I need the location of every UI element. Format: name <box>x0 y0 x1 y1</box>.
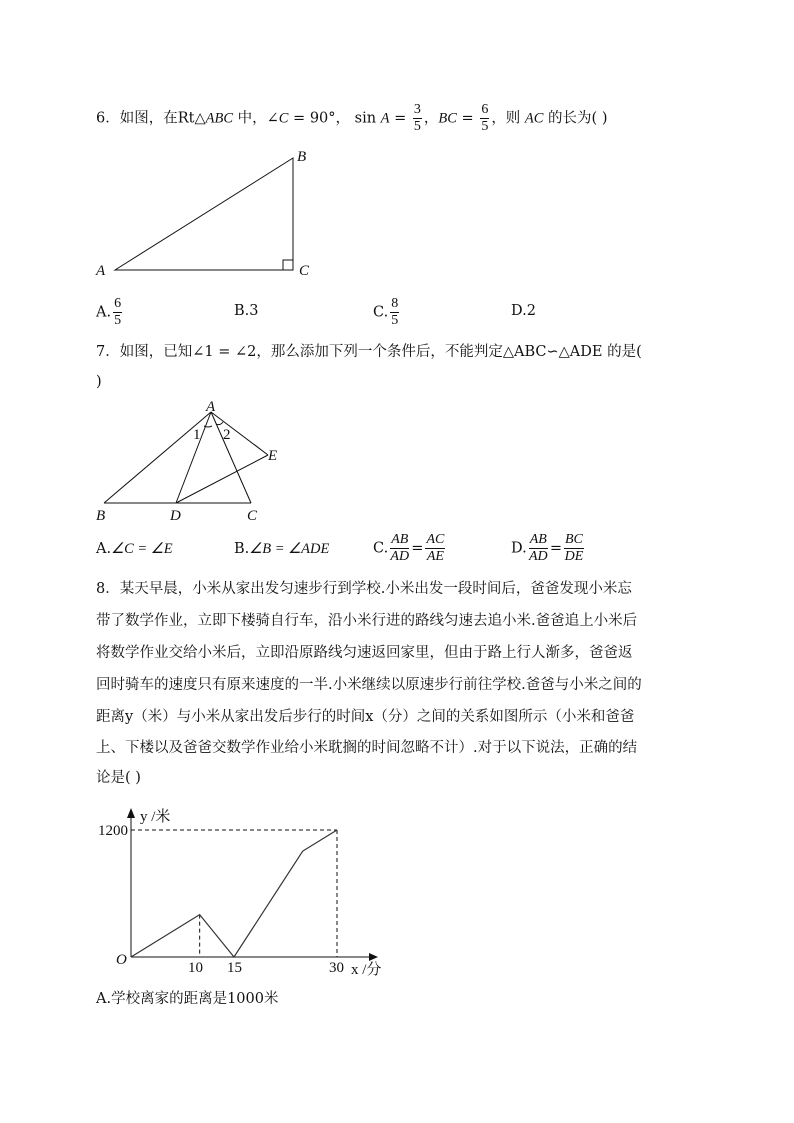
q6-option-b[interactable]: B.3 <box>234 303 259 319</box>
denominator: 5 <box>391 313 399 328</box>
t: 中，∠ <box>233 110 279 127</box>
q7-option-d[interactable]: D. $\frac{AB}{AD}$ = $\frac{BC}{DE}$ <box>511 532 584 564</box>
y-axis-arrow-icon <box>127 808 135 818</box>
t: 6．如图，在Rt△ <box>96 110 206 127</box>
q7-stem-line2: ) <box>96 374 102 390</box>
q8-line: 上、下楼以及爸爸交数学作业给小米耽搁的时间忽略不计）.对于以下说法，正确的结 <box>96 740 638 756</box>
numerator: 6 <box>114 296 122 311</box>
t: A <box>380 110 390 127</box>
q7-triangle-figure <box>104 412 268 503</box>
q7-option-b[interactable] <box>234 541 329 558</box>
distance-line <box>131 830 337 957</box>
denominator: AD <box>390 549 410 564</box>
q8-line: 带了数学作业，立即下楼骑自行车，沿小米行进的路线匀速去追小米.爸爸追上小米后 <box>96 613 638 629</box>
line-de <box>176 455 268 503</box>
numerator: 8 <box>391 296 399 311</box>
t: BC <box>438 110 457 127</box>
q8-line: 论是( ) <box>96 770 141 786</box>
fraction <box>529 532 548 565</box>
angle1-arc <box>204 426 212 427</box>
y-tick-1200: 1200 <box>98 823 128 839</box>
t: AC <box>524 110 544 127</box>
t: 的长为( ) <box>543 110 608 127</box>
triangle-abc <box>115 158 293 270</box>
label-a: A <box>206 399 216 415</box>
numerator: AC <box>426 532 445 547</box>
q7-option-c[interactable]: C. $\frac{AB}{AD}$ = $\frac{AC}{AE}$ <box>373 532 445 564</box>
label-b: B <box>96 508 106 524</box>
x-tick-30: 30 <box>329 960 344 976</box>
y-axis-label: y /米 <box>140 809 171 825</box>
fraction <box>113 296 122 329</box>
t: ABC <box>205 110 234 127</box>
label-e: E <box>268 448 278 464</box>
fraction <box>390 532 409 565</box>
label-1: 1 <box>193 427 201 443</box>
denominator: 5 <box>114 313 122 328</box>
q8-line: 距离y（米）与小米从家出发后步行的时间x（分）之间的关系如图所示（小米和爸爸 <box>96 709 635 725</box>
t: ∠B = ∠ADE <box>249 541 330 557</box>
x-axis-arrow-icon <box>369 953 378 961</box>
x-axis-label: x /分 <box>351 962 382 978</box>
angle2-arc <box>216 422 223 425</box>
t: A. <box>96 541 112 557</box>
label-2: 2 <box>223 427 231 443</box>
numerator: 6 <box>481 102 489 117</box>
label-a: A <box>96 263 106 279</box>
x-tick-10: 10 <box>188 960 203 976</box>
q8-line: 回时骑车的速度只有原来速度的一半.小米继续以原速步行前往学校.爸爸与小米之间的 <box>96 677 642 693</box>
t: C <box>278 110 289 127</box>
q8-line: 8．某天早晨，小米从家出发匀速步行到学校.小米出发一段时间后，爸爸发现小米忘 <box>96 581 632 597</box>
t: = <box>456 110 479 127</box>
t: = <box>389 110 411 127</box>
q6-option-a[interactable] <box>96 296 124 329</box>
t: ，则 <box>491 110 525 127</box>
denominator: DE <box>564 549 584 564</box>
denominator: 5 <box>481 119 489 134</box>
q6-option-c[interactable] <box>373 296 401 329</box>
fraction <box>390 296 399 329</box>
q8-option-a[interactable]: A.学校离家的距离是1000米 <box>96 991 279 1007</box>
t: D. <box>511 540 527 557</box>
q6-option-d[interactable]: D.2 <box>511 303 536 319</box>
t: C. <box>373 304 389 321</box>
numerator: BC <box>564 532 583 547</box>
numerator: AB <box>391 532 409 547</box>
x-tick-15: 15 <box>227 960 242 976</box>
origin-label: O <box>116 952 127 968</box>
q8-graph <box>98 808 381 978</box>
t: = 90°， sin <box>288 110 381 127</box>
denominator: AE <box>426 549 444 564</box>
numerator: AB <box>529 532 547 547</box>
label-c: C <box>247 508 258 524</box>
label-b: B <box>297 149 307 165</box>
line-ad <box>176 412 211 503</box>
numerator: 3 <box>413 102 421 117</box>
denominator: AD <box>528 549 548 564</box>
q7-option-a[interactable] <box>96 541 173 558</box>
label-c: C <box>299 263 310 279</box>
fraction <box>564 532 584 565</box>
line-ab <box>104 412 211 503</box>
line-ae <box>211 412 268 455</box>
label-d: D <box>170 508 181 524</box>
denominator: 5 <box>413 119 421 134</box>
t: C. <box>373 540 389 557</box>
t: A. <box>96 304 112 321</box>
t: ∠C = ∠E <box>111 541 173 557</box>
right-angle-mark <box>283 260 293 270</box>
fraction <box>425 532 445 565</box>
q7-stem-line1: 7．如图，已知∠1 = ∠2，那么添加下列一个条件后，不能判定△ABC∽△ADE 的是( <box>96 344 642 360</box>
t: B. <box>234 541 250 557</box>
q8-line: 将数学作业交给小米后，立即沿原路线匀速返回家里，但由于路上行人渐多，爸爸返 <box>96 645 633 661</box>
q6-triangle-figure <box>115 158 293 270</box>
line-ac <box>211 412 251 503</box>
t: ， <box>423 110 439 127</box>
